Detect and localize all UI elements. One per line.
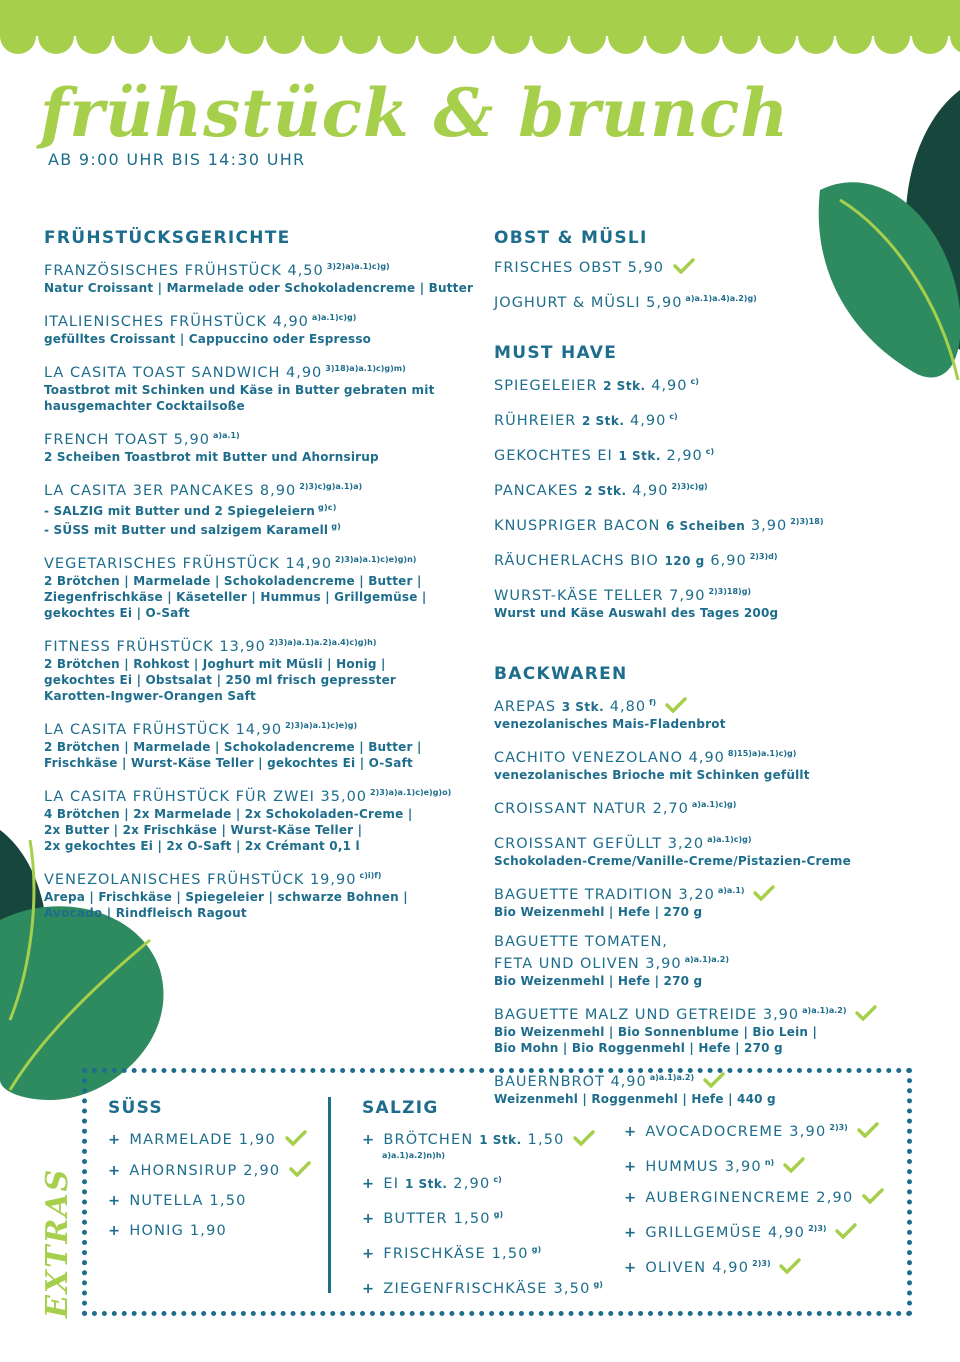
item-description: Ziegenfrischkäse | Käseteller | Hummus | Grillgemüse | [44, 590, 427, 604]
allergen-codes: 2)3)a)a.1)c)e)g)n) [335, 555, 417, 564]
item-description: 2 Brötchen | Marmelade | Schokoladencreme | Butter | [44, 740, 422, 754]
plus-icon: + [362, 1211, 376, 1227]
extra-item [624, 1219, 884, 1243]
item-name: CACHITO VENEZOLANO 4,90 [494, 750, 725, 766]
plus-icon: + [624, 1159, 638, 1175]
item-description: gekochtes Ei | O-Saft [44, 606, 190, 620]
item-quantity: 3 Stk. [561, 700, 605, 714]
item-name: LA CASITA FRÜHSTÜCK FÜR ZWEI 35,00 [44, 789, 368, 805]
section-title-fruit-muesli: OBST & MÜSLI [494, 228, 648, 248]
extra-item [362, 1130, 603, 1150]
extra-item [108, 1222, 311, 1241]
item-quantity: 1 Stk. [405, 1177, 448, 1191]
menu-item [44, 867, 484, 921]
breakfast-dishes-column [44, 228, 484, 934]
allergen-codes: a)a.1) [212, 431, 240, 440]
extra-item [362, 1170, 603, 1194]
allergen-codes: 2)3)a)a.1)c)e)g) [285, 721, 358, 730]
plus-icon: + [108, 1163, 122, 1179]
allergen-codes: a)a.1)a.4)a.2)g) [685, 294, 757, 303]
item-price: 4,90 [624, 413, 667, 429]
item-name: OLIVEN 4,90 [645, 1260, 750, 1276]
item-name: GEKOCHTES EI [494, 448, 619, 464]
item-description: Natur Croissant | Marmelade oder Schokoladencreme | Butter [44, 281, 474, 295]
item-price: 3,90 [745, 518, 788, 534]
allergen-codes: a)a.1)a.2) [802, 1006, 847, 1015]
item-description: 2 Brötchen | Rohkost | Joghurt mit Müsli | Honig | [44, 657, 386, 671]
item-description: - SALZIG mit Butter und 2 Spiegeleiern [44, 504, 316, 518]
item-description: Bio Weizenmehl | Hefe | 270 g [494, 905, 703, 919]
item-quantity: 2 Stk. [581, 414, 625, 428]
item-description: gekochtes Ei | Obstsalat | 250 ml frisch gepresster [44, 673, 397, 687]
section-title-salty: SALZIG [362, 1098, 439, 1118]
menu-item [494, 583, 914, 621]
menu-item [494, 258, 914, 277]
menu-item [44, 784, 484, 854]
plus-icon: + [108, 1193, 122, 1209]
item-name: NUTELLA 1,50 [129, 1193, 247, 1209]
menu-item [44, 478, 484, 538]
allergen-codes: 2)3)a)a.1)a.2)a.4)c)g)h) [268, 638, 377, 647]
vegan-check-icon [665, 697, 687, 713]
item-quantity: 6 Scheiben [665, 519, 746, 533]
item-name: FRANZÖSISCHES FRÜHSTÜCK 4,50 [44, 263, 324, 279]
extra-item [624, 1118, 884, 1142]
plus-icon: + [362, 1132, 376, 1148]
item-description: - SÜSS mit Butter und salzigem Karamell [44, 523, 329, 537]
extras-sweet-column [108, 1098, 311, 1252]
extra-item [362, 1275, 603, 1299]
allergen-codes: a)a.1)c)g) [311, 313, 357, 322]
item-description: 2x gekochtes Ei | 2x O-Saft | 2x Crémant 0,1 l [44, 839, 360, 853]
allergen-codes: c) [705, 447, 715, 456]
menu-item [494, 373, 914, 395]
section-title-must-have: MUST HAVE [494, 343, 618, 363]
allergen-codes: a)a.1)a.2) [684, 955, 729, 964]
item-name: RÜHREIER [494, 413, 582, 429]
allergen-codes: 2)3)a)a.1)c)e)g)o) [370, 788, 452, 797]
allergen-codes: g) [331, 522, 341, 531]
vegan-check-icon [835, 1223, 857, 1239]
item-name: AHORNSIRUP 2,90 [129, 1163, 281, 1179]
item-name: PANCAKES [494, 483, 585, 499]
menu-item [44, 309, 484, 347]
allergen-codes: a)a.1)a.2)n)h) [382, 1151, 446, 1160]
allergen-codes: f) [649, 698, 657, 707]
menu-item [494, 1002, 914, 1056]
extra-item [108, 1130, 311, 1150]
allergen-codes: a)a.1)c)g) [691, 800, 737, 809]
item-name: VENEZOLANISCHES FRÜHSTÜCK 19,90 [44, 872, 357, 888]
plus-icon: + [362, 1246, 376, 1262]
extras-salty-column-2 [624, 1118, 884, 1289]
menu-item [494, 831, 914, 869]
right-menu-column [494, 228, 914, 1120]
item-price: 4,90 [626, 483, 669, 499]
item-description: Arepa | Frischkäse | Spiegeleier | schwarze Bohnen | [44, 890, 408, 904]
item-name: FRISCHKÄSE 1,50 [383, 1246, 529, 1262]
item-description: hausgemachter Cocktailsoße [44, 399, 245, 413]
item-name: FETA UND OLIVEN 3,90 [494, 956, 682, 972]
item-description: Bio Mohn | Bio Roggenmehl | Hefe | 270 g [494, 1041, 783, 1055]
allergen-codes: 2)3)d) [749, 552, 778, 561]
menu-item [44, 551, 484, 621]
allergen-codes: g) [593, 1280, 603, 1289]
section-title-breakfast: FRÜHSTÜCKSGERICHTE [44, 228, 291, 248]
item-name: BUTTER 1,50 [383, 1211, 491, 1227]
allergen-codes: 2)3) [808, 1224, 827, 1233]
item-name: ZIEGENFRISCHKÄSE 3,50 [383, 1281, 591, 1297]
menu-item [44, 634, 484, 704]
item-description: Avocado | Rindfleisch Ragout [44, 906, 247, 920]
item-name: BAGUETTE MALZ UND GETREIDE 3,90 [494, 1007, 800, 1023]
item-description: Bio Weizenmehl | Bio Sonnenblume | Bio Lein | [494, 1025, 818, 1039]
item-price: 2,90 [660, 448, 703, 464]
plus-icon: + [108, 1223, 122, 1239]
item-name: BAGUETTE TOMATEN, [494, 934, 668, 950]
menu-item [44, 360, 484, 414]
item-name: EI [383, 1176, 406, 1192]
allergen-codes: g) [531, 1245, 542, 1254]
opening-hours: AB 9:00 UHR BIS 14:30 UHR [48, 150, 306, 169]
item-quantity: 2 Stk. [603, 379, 646, 393]
extra-item [624, 1254, 884, 1278]
allergen-codes: c) [690, 377, 699, 386]
allergen-codes: g)c) [318, 503, 337, 512]
item-quantity: 1 Stk. [618, 449, 661, 463]
item-description: Karotten-Ingwer-Orangen Saft [44, 689, 256, 703]
item-quantity: 1 Stk. [479, 1133, 522, 1147]
item-name: FITNESS FRÜHSTÜCK 13,90 [44, 639, 266, 655]
allergen-codes: 2)3)18)g) [708, 587, 752, 596]
extra-item [362, 1205, 603, 1229]
allergen-codes: 3)2)a)a.1)c)g) [326, 262, 390, 271]
vegan-check-icon [573, 1130, 595, 1146]
menu-item [494, 933, 914, 989]
vegan-check-icon [855, 1005, 877, 1021]
allergen-codes: a)a.1) [717, 886, 745, 895]
item-price: 4,80 [604, 699, 647, 715]
allergen-codes: a)a.1)a.2) [649, 1073, 695, 1082]
item-name: VEGETARISCHES FRÜHSTÜCK 14,90 [44, 556, 333, 572]
allergen-codes: 2)3) [752, 1259, 771, 1268]
item-description: 2 Brötchen | Marmelade | Schokoladencreme | Butter | [44, 574, 422, 588]
item-description: Toastbrot mit Schinken und Käse in Butter gebraten mit [44, 383, 435, 397]
item-name: HONIG 1,90 [129, 1223, 227, 1239]
plus-icon: + [624, 1225, 638, 1241]
extras-divider [328, 1097, 331, 1293]
item-description: Wurst und Käse Auswahl des Tages 200g [494, 606, 779, 620]
allergen-codes: 3)18)a)a.1)c)g)m) [325, 364, 406, 373]
extras-salty-column [362, 1098, 603, 1310]
plus-icon: + [624, 1260, 638, 1276]
item-description: 4 Brötchen | 2x Marmelade | 2x Schokoladen-Creme | [44, 807, 413, 821]
allergen-codes: 8)15)a)a.1)c)g) [727, 749, 797, 758]
item-name: HUMMUS 3,90 [645, 1159, 762, 1175]
extra-item [108, 1192, 311, 1211]
item-name: BRÖTCHEN [383, 1132, 480, 1148]
allergen-codes: 2)3)c)g) [671, 482, 708, 491]
plus-icon: + [624, 1190, 638, 1206]
item-name: BAGUETTE TRADITION 3,20 [494, 887, 715, 903]
extra-item [624, 1188, 884, 1208]
item-description: 2x Butter | 2x Frischkäse | Wurst-Käse Teller | [44, 823, 363, 837]
extra-item [624, 1153, 884, 1177]
menu-item [494, 796, 914, 818]
page-title: frühstück & brunch [40, 74, 790, 152]
item-name: RÄUCHERLACHS BIO [494, 553, 665, 569]
menu-item [44, 717, 484, 771]
allergen-codes: g) [493, 1210, 504, 1219]
item-price: 6,90 [704, 553, 747, 569]
item-name: CROISSANT NATUR 2,70 [494, 801, 689, 817]
plus-icon: + [108, 1132, 122, 1148]
item-description: venezolanisches Mais-Fladenbrot [494, 717, 726, 731]
scalloped-header-band [0, 0, 960, 60]
menu-item [44, 427, 484, 465]
vegan-check-icon [783, 1157, 805, 1173]
item-name: CROISSANT GEFÜLLT 3,20 [494, 836, 705, 852]
item-name: KNUSPRIGER BACON [494, 518, 666, 534]
vegan-check-icon [857, 1122, 879, 1138]
extra-item [362, 1240, 603, 1264]
allergen-codes: n) [764, 1158, 775, 1167]
item-description: 2 Scheiben Toastbrot mit Butter und Ahornsirup [44, 450, 379, 464]
menu-item [494, 478, 914, 500]
allergen-codes: 2)3)c)g)a.1)a) [299, 482, 363, 491]
vegan-check-icon [753, 885, 775, 901]
item-description: Weizenmehl | Roggenmehl | Hefe | 440 g [494, 1092, 776, 1106]
plus-icon: + [362, 1281, 376, 1297]
allergen-codes: c)i)f) [359, 871, 382, 880]
section-title-sweet: SÜSS [108, 1098, 163, 1118]
extras-label: EXTRAS [40, 1167, 75, 1318]
item-price: 4,90 [645, 378, 688, 394]
item-name: LA CASITA FRÜHSTÜCK 14,90 [44, 722, 283, 738]
item-description: Schokoladen-Creme/Vanille-Creme/Pistazien-Creme [494, 854, 851, 868]
item-name: BAUERNBROT 4,90 [494, 1074, 647, 1090]
allergen-codes: 2)3) [829, 1123, 848, 1132]
item-name: GRILLGEMÜSE 4,90 [645, 1225, 806, 1241]
vegan-check-icon [862, 1188, 884, 1204]
menu-item [494, 694, 914, 732]
item-quantity: 120 g [664, 554, 705, 568]
allergen-codes: c) [669, 412, 678, 421]
plus-icon: + [362, 1176, 376, 1192]
item-name: AUBERGINENCREME 2,90 [645, 1190, 854, 1206]
menu-item [494, 548, 914, 570]
plus-icon: + [624, 1124, 638, 1140]
menu-item [44, 258, 484, 296]
allergen-codes: 2)3)18) [790, 517, 824, 526]
vegan-check-icon [779, 1258, 801, 1274]
menu-item [494, 408, 914, 430]
item-description: Frischkäse | Wurst-Käse Teller | gekochtes Ei | O-Saft [44, 756, 413, 770]
item-name: LA CASITA 3ER PANCAKES 8,90 [44, 483, 297, 499]
item-name: FRISCHES OBST 5,90 [494, 260, 664, 276]
menu-item [494, 882, 914, 920]
menu-item [494, 443, 914, 465]
item-name: ITALIENISCHES FRÜHSTÜCK 4,90 [44, 314, 309, 330]
item-name: LA CASITA TOAST SANDWICH 4,90 [44, 365, 323, 381]
item-name: AREPAS [494, 699, 562, 715]
item-name: MARMELADE 1,90 [129, 1132, 276, 1148]
item-price: 2,90 [447, 1176, 491, 1192]
vegan-check-icon [285, 1130, 307, 1146]
item-quantity: 2 Stk. [584, 484, 627, 498]
section-title-bakery: BACKWAREN [494, 664, 628, 684]
item-name: AVOCADOCREME 3,90 [645, 1124, 827, 1140]
item-name: WURST-KÄSE TELLER 7,90 [494, 588, 706, 604]
extra-item [108, 1161, 311, 1181]
item-name: FRENCH TOAST 5,90 [44, 432, 210, 448]
item-description: Bio Weizenmehl | Hefe | 270 g [494, 974, 703, 988]
allergen-codes: a)a.1)c)g) [707, 835, 752, 844]
vegan-check-icon [673, 258, 695, 274]
vegan-check-icon [289, 1161, 311, 1177]
item-description: venezolanisches Brioche mit Schinken gefüllt [494, 768, 810, 782]
menu-item [494, 290, 914, 312]
menu-item [494, 745, 914, 783]
allergen-codes: c) [493, 1175, 502, 1184]
menu-item [494, 513, 914, 535]
item-name: SPIEGELEIER [494, 378, 604, 394]
item-price: 1,50 [521, 1132, 565, 1148]
item-name: JOGHURT & MÜSLI 5,90 [494, 295, 683, 311]
item-description: gefülltes Croissant | Cappuccino oder Espresso [44, 332, 372, 346]
